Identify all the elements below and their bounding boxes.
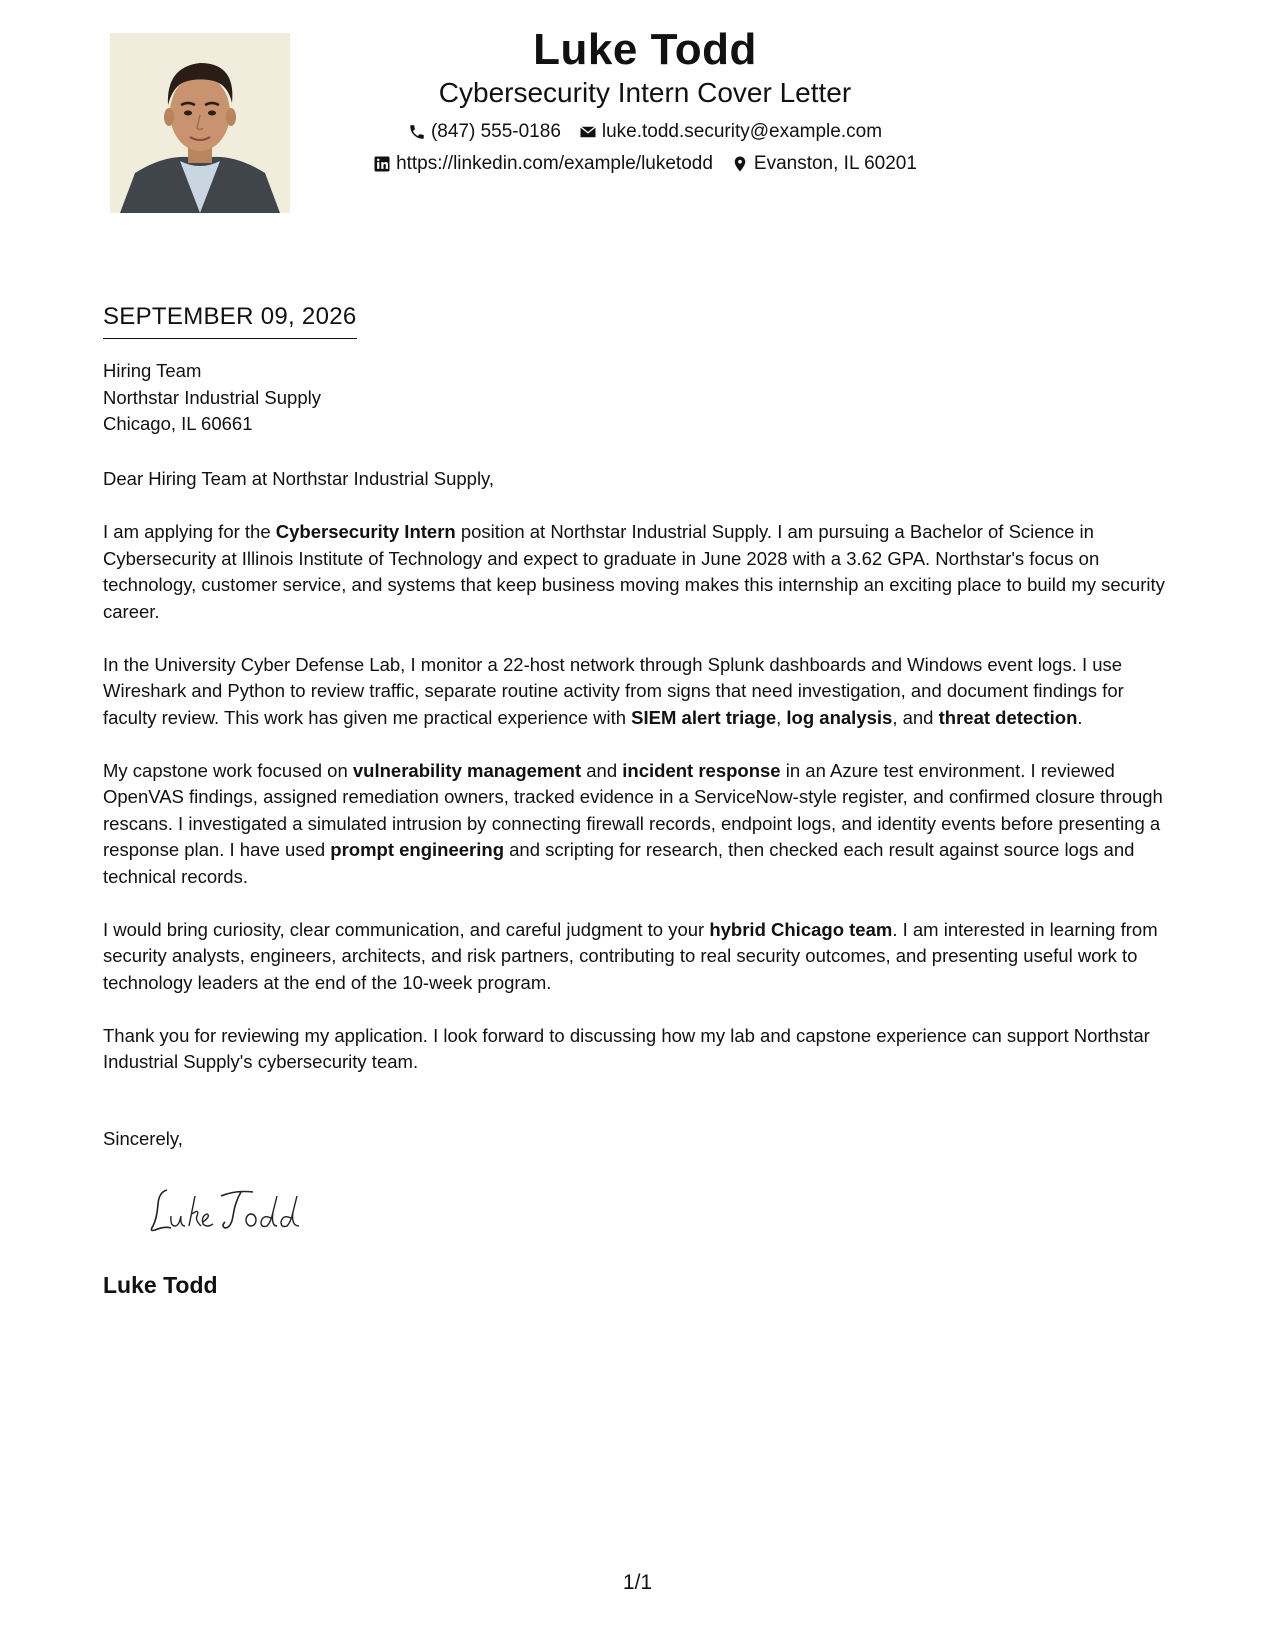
email-contact[interactable] <box>579 116 882 148</box>
linkedin-icon <box>373 155 391 173</box>
highlight-term: prompt engineering <box>330 839 504 860</box>
applicant-name: Luke Todd <box>533 25 757 74</box>
letter-subtitle: Cybersecurity Intern Cover Letter <box>438 77 852 108</box>
page-number: 1/1 <box>622 1571 653 1594</box>
letter-date: SEPTEMBER 09, 2026 <box>103 300 357 339</box>
highlight-term: log analysis <box>786 706 893 728</box>
letter-header <box>290 24 1000 180</box>
highlight-term: SIEM alert triage <box>631 706 777 728</box>
recipient-company: Northstar Industrial Supply <box>103 386 321 408</box>
paragraph-4: I would bring curiosity, clear communication, and careful judgment to your hybrid Chicago team. I am interested in learning from security analysts, engineers, architects, and risk partners, contributing to real security outcomes, and presenting useful work to technology leaders at the end of the 10-week program. <box>103 918 1158 993</box>
phone-icon <box>408 123 426 141</box>
paragraph-3: My capstone work focused on vulnerability management and incident response in an Azure test environment. I reviewed OpenVAS findings, assigned remediation owners, tracked evidence in a ServiceNow-style register, and confirmed closure through rescans. I investigated a simulated intrusion by connecting firewall records, endpoint logs, and identity events before presenting a response plan. I have used prompt engineering and scripting for research, then checked each result against source logs and technical records. <box>103 759 1163 887</box>
salutation: Dear Hiring Team at Northstar Industrial Supply, <box>103 468 495 489</box>
recipient-address: Chicago, IL 60661 <box>103 413 253 434</box>
email-address[interactable]: luke.todd.security@example.com <box>601 121 883 142</box>
closing: Sincerely, <box>103 1128 183 1149</box>
paragraph-2: In the University Cyber Defense Lab, I monitor a 22-host network through Splunk dashboards and Windows event logs. I use Wireshark and Python to review traffic, separate routine activity from signs that need investigation, and document findings for faculty review. This work has given me practical experience with SIEM alert triage, log analysis, and threat detection. <box>103 653 1124 728</box>
phone-contact <box>408 116 561 148</box>
linkedin-contact[interactable] <box>373 148 713 180</box>
recipient-block <box>103 358 321 438</box>
signer-name: Luke Todd <box>103 1272 218 1298</box>
envelope-icon <box>579 123 597 141</box>
paragraph-5: Thank you for reviewing my application. I look forward to discussing how my lab and capstone experience can support Northstar Industrial Supply's cybersecurity team. <box>103 1024 1150 1072</box>
profile-photo-illustration <box>110 33 290 213</box>
profile-photo <box>110 33 290 213</box>
highlight-term: vulnerability management <box>352 759 582 781</box>
signature-image <box>145 1182 325 1238</box>
phone-number: (847) 555-0186 <box>430 121 561 142</box>
highlight-term: Cybersecurity Intern <box>275 521 456 542</box>
highlight-term: threat detection <box>938 706 1078 728</box>
paragraph-1: I am applying for the Cybersecurity Intern position at Northstar Industrial Supply. I am pursuing a Bachelor of Science in Cybersecurity at Illinois Institute of Technology and expect to graduate in June 2028 with a 3.62 GPA. Northstar's focus on technology, customer service, and systems that keep business moving makes this internship an exciting place to build my security career. <box>103 521 1165 622</box>
highlight-term: incident response <box>622 759 781 781</box>
location-contact <box>731 148 917 180</box>
recipient-line: Hiring Team <box>103 360 202 381</box>
map-marker-icon <box>731 155 749 173</box>
contact-line-2 <box>290 148 1000 180</box>
highlight-term: hybrid Chicago team <box>709 918 893 940</box>
location-text: Evanston, IL 60201 <box>753 153 917 174</box>
letter-body <box>103 466 1178 1102</box>
contact-line-1 <box>290 116 1000 148</box>
linkedin-url[interactable]: https://linkedin.com/example/luketodd <box>396 153 713 174</box>
